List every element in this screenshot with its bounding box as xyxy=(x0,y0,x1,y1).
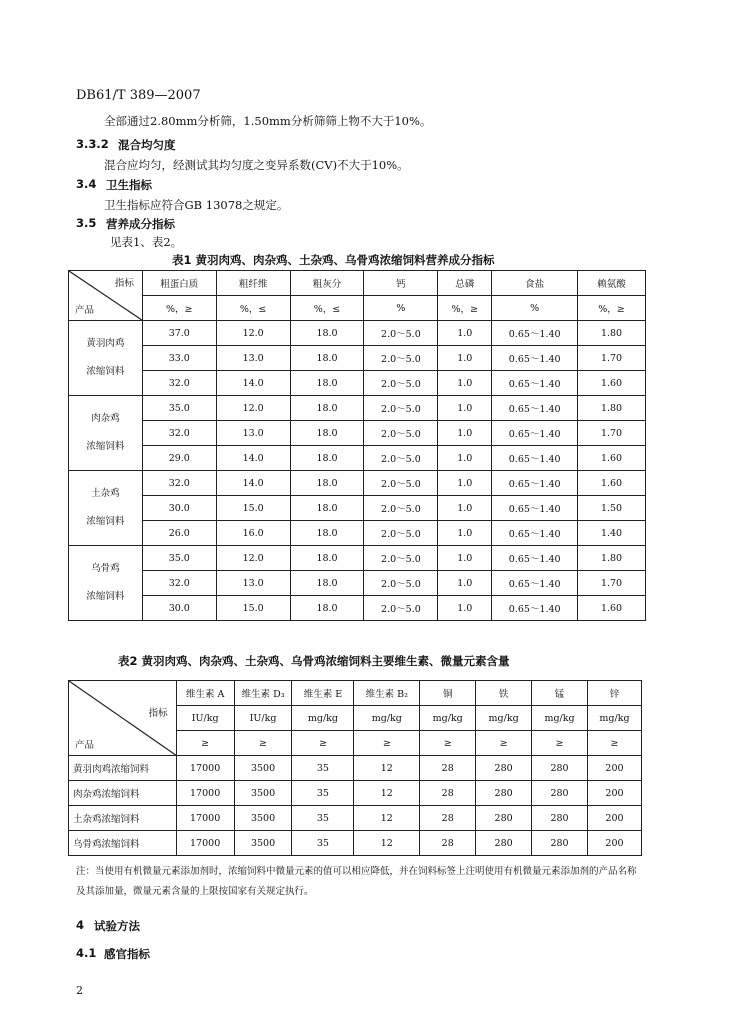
column-unit: %，≥ xyxy=(142,296,216,321)
column-header: 锰 xyxy=(532,681,588,706)
page-number: 2 xyxy=(76,984,83,997)
table-cell: 1.60 xyxy=(578,596,646,621)
product-name-line1: 乌骨鸡 xyxy=(91,563,120,574)
column-unit: %，≥ xyxy=(438,296,492,321)
table-cell: 1.40 xyxy=(578,521,646,546)
table-row xyxy=(69,346,646,371)
table-cell: 12.0 xyxy=(216,546,290,571)
table-cell: 18.0 xyxy=(290,346,364,371)
table-cell: 0.65～1.40 xyxy=(492,496,578,521)
table-cell: 1.0 xyxy=(438,471,492,496)
table-cell: 14.0 xyxy=(216,371,290,396)
vitamin-table xyxy=(68,680,642,856)
section-3-3-2-number: 3.3.2 xyxy=(76,137,109,151)
table-cell: 0.65～1.40 xyxy=(492,471,578,496)
table-cell: 3500 xyxy=(234,781,292,806)
section-4-title: 试验方法 xyxy=(94,919,140,933)
table-cell: 1.60 xyxy=(578,471,646,496)
table-row xyxy=(69,446,646,471)
table-cell: 3500 xyxy=(234,831,292,856)
table-cell: 280 xyxy=(532,806,588,831)
table-cell: 1.0 xyxy=(438,396,492,421)
table-cell: 12 xyxy=(354,806,420,831)
table-cell: 1.60 xyxy=(578,446,646,471)
table-cell: 1.80 xyxy=(578,396,646,421)
column-unit: IU/kg xyxy=(234,706,292,731)
table-cell: 280 xyxy=(476,756,532,781)
table-cell: 32.0 xyxy=(142,371,216,396)
table-cell: 0.65～1.40 xyxy=(492,371,578,396)
ge-sign: ≥ xyxy=(234,731,292,756)
table-cell: 3500 xyxy=(234,756,292,781)
column-header: 总磷 xyxy=(438,271,492,296)
product-name-cell: 黄羽肉鸡浓缩饲料 xyxy=(69,756,177,781)
table-cell: 35 xyxy=(292,781,354,806)
product-group-cell xyxy=(69,471,143,546)
table-row xyxy=(69,596,646,621)
table-cell: 2.0～5.0 xyxy=(364,496,438,521)
column-unit: %，≥ xyxy=(578,296,646,321)
column-unit: mg/kg xyxy=(292,706,354,731)
table-cell: 0.65～1.40 xyxy=(492,421,578,446)
table-cell: 35.0 xyxy=(142,546,216,571)
table-cell: 12 xyxy=(354,781,420,806)
table-cell: 0.65～1.40 xyxy=(492,321,578,346)
section-3-3-2-title: 混合均匀度 xyxy=(118,138,176,152)
table-cell: 280 xyxy=(476,831,532,856)
table-cell: 18.0 xyxy=(290,596,364,621)
table-cell: 32.0 xyxy=(142,571,216,596)
table-cell: 1.50 xyxy=(578,496,646,521)
table-cell: 28 xyxy=(420,831,476,856)
table1-corner-top: 指标 xyxy=(114,278,134,289)
section-4-number: 4 xyxy=(76,918,85,932)
table-cell: 1.0 xyxy=(438,571,492,596)
table-cell: 0.65～1.40 xyxy=(492,396,578,421)
table-row xyxy=(69,371,646,396)
table-row xyxy=(69,571,646,596)
table-cell: 29.0 xyxy=(142,446,216,471)
table-cell: 1.0 xyxy=(438,521,492,546)
ge-sign: ≥ xyxy=(354,731,420,756)
product-group-cell xyxy=(69,546,143,621)
column-header: 粗蛋白质 xyxy=(142,271,216,296)
table-cell: 12.0 xyxy=(216,396,290,421)
paragraph-hygiene: 卫生指标应符合GB 13078之规定。 xyxy=(104,198,289,212)
table-cell: 1.70 xyxy=(578,421,646,446)
table-cell: 0.65～1.40 xyxy=(492,596,578,621)
column-header: 赖氨酸 xyxy=(578,271,646,296)
table-row xyxy=(69,806,642,831)
table2-corner xyxy=(69,681,177,756)
table-row xyxy=(69,781,642,806)
table-cell: 1.0 xyxy=(438,321,492,346)
table-cell: 2.0～5.0 xyxy=(364,346,438,371)
table-cell: 18.0 xyxy=(290,396,364,421)
table-cell: 1.80 xyxy=(578,546,646,571)
table-cell: 0.65～1.40 xyxy=(492,571,578,596)
product-group-cell xyxy=(69,396,143,471)
column-header: 钙 xyxy=(364,271,438,296)
table-cell: 14.0 xyxy=(216,446,290,471)
section-3-5-number: 3.5 xyxy=(76,216,97,230)
table-cell: 1.0 xyxy=(438,371,492,396)
table-cell: 35 xyxy=(292,756,354,781)
column-header: 维生素 D₃ xyxy=(234,681,292,706)
table-cell: 37.0 xyxy=(142,321,216,346)
column-header: 维生素 A xyxy=(176,681,234,706)
table1-corner-bottom: 产品 xyxy=(75,305,95,316)
table-cell: 14.0 xyxy=(216,471,290,496)
table-cell: 2.0～5.0 xyxy=(364,596,438,621)
table-cell: 32.0 xyxy=(142,471,216,496)
table-cell: 200 xyxy=(587,781,641,806)
nutrition-table xyxy=(68,270,646,621)
table-row xyxy=(69,521,646,546)
ge-sign: ≥ xyxy=(176,731,234,756)
table-cell: 2.0～5.0 xyxy=(364,471,438,496)
product-name-line1: 肉杂鸡 xyxy=(91,413,120,424)
column-unit: %，≤ xyxy=(216,296,290,321)
column-header: 维生素 E xyxy=(292,681,354,706)
paragraph-mixing: 混合应均匀，经测试其均匀度之变异系数(CV)不大于10%。 xyxy=(104,158,409,172)
table-cell: 13.0 xyxy=(216,421,290,446)
table-cell: 200 xyxy=(587,806,641,831)
table2-caption: 表2 黄羽肉鸡、肉杂鸡、土杂鸡、乌骨鸡浓缩饲料主要维生素、微量元素含量 xyxy=(118,654,510,668)
column-header: 铜 xyxy=(420,681,476,706)
table-cell: 12 xyxy=(354,756,420,781)
table-cell: 2.0～5.0 xyxy=(364,371,438,396)
table-cell: 1.60 xyxy=(578,371,646,396)
table-cell: 1.0 xyxy=(438,421,492,446)
table-cell: 2.0～5.0 xyxy=(364,446,438,471)
table-cell: 18.0 xyxy=(290,421,364,446)
table-cell: 200 xyxy=(587,831,641,856)
table-cell: 17000 xyxy=(176,756,234,781)
table-cell: 18.0 xyxy=(290,571,364,596)
section-3-4-number: 3.4 xyxy=(76,177,97,191)
table-cell: 1.80 xyxy=(578,321,646,346)
table-cell: 0.65～1.40 xyxy=(492,546,578,571)
product-name-cell: 土杂鸡浓缩饲料 xyxy=(69,806,177,831)
table-cell: 0.65～1.40 xyxy=(492,521,578,546)
table-cell: 280 xyxy=(476,781,532,806)
table-cell: 2.0～5.0 xyxy=(364,521,438,546)
table-cell: 2.0～5.0 xyxy=(364,421,438,446)
column-header: 粗灰分 xyxy=(290,271,364,296)
section-4-1-title: 感官指标 xyxy=(104,947,150,961)
table-cell: 280 xyxy=(532,781,588,806)
table-cell: 200 xyxy=(587,756,641,781)
product-name-cell: 乌骨鸡浓缩饲料 xyxy=(69,831,177,856)
table-cell: 18.0 xyxy=(290,546,364,571)
table-cell: 17000 xyxy=(176,781,234,806)
table-cell: 28 xyxy=(420,756,476,781)
table-row xyxy=(69,396,646,421)
product-name-line2: 浓缩饲料 xyxy=(86,366,125,377)
table2-corner-top: 指标 xyxy=(148,708,168,719)
table-cell: 1.0 xyxy=(438,546,492,571)
column-header: 食盐 xyxy=(492,271,578,296)
table-cell: 17000 xyxy=(176,806,234,831)
product-name-line1: 土杂鸡 xyxy=(91,488,120,499)
table-cell: 15.0 xyxy=(216,496,290,521)
table-cell: 26.0 xyxy=(142,521,216,546)
paragraph-see-tables: 见表1、表2。 xyxy=(110,235,183,249)
table-cell: 3500 xyxy=(234,806,292,831)
table-row xyxy=(69,471,646,496)
table-cell: 18.0 xyxy=(290,496,364,521)
table-cell: 13.0 xyxy=(216,571,290,596)
table-row xyxy=(69,496,646,521)
table-cell: 32.0 xyxy=(142,421,216,446)
ge-sign: ≥ xyxy=(420,731,476,756)
product-group-cell xyxy=(69,321,143,396)
table-cell: 35.0 xyxy=(142,396,216,421)
section-3-4-title: 卫生指标 xyxy=(106,178,152,192)
table-cell: 0.65～1.40 xyxy=(492,346,578,371)
table-cell: 33.0 xyxy=(142,346,216,371)
column-header: 维生素 B₂ xyxy=(354,681,420,706)
column-header: 铁 xyxy=(476,681,532,706)
table-row xyxy=(69,831,642,856)
table-cell: 1.0 xyxy=(438,596,492,621)
product-name-line2: 浓缩饲料 xyxy=(86,591,125,602)
table-cell: 2.0～5.0 xyxy=(364,571,438,596)
product-name-cell: 肉杂鸡浓缩饲料 xyxy=(69,781,177,806)
column-unit: mg/kg xyxy=(354,706,420,731)
table-cell: 1.70 xyxy=(578,571,646,596)
table1-corner xyxy=(69,271,143,321)
table-cell: 16.0 xyxy=(216,521,290,546)
column-unit: mg/kg xyxy=(476,706,532,731)
column-header: 锌 xyxy=(587,681,641,706)
table-cell: 17000 xyxy=(176,831,234,856)
product-name-line2: 浓缩饲料 xyxy=(86,516,125,527)
paragraph-sieve: 全部通过2.80mm分析筛，1.50mm分析筛筛上物不大于10%。 xyxy=(104,114,432,128)
table-cell: 1.0 xyxy=(438,346,492,371)
table-cell: 18.0 xyxy=(290,521,364,546)
table-cell: 2.0～5.0 xyxy=(364,546,438,571)
table2-corner-bottom: 产品 xyxy=(75,740,95,751)
table2-note: 注：当使用有机微量元素添加剂时，浓缩饲料中微量元素的值可以相应降低，并在饲料标签上注明使用有机微量元素添加剂的产品名称及其添加量，微量元素含量的上限按国家有关规定执行。 xyxy=(76,866,637,897)
table-cell: 28 xyxy=(420,781,476,806)
table-cell: 280 xyxy=(532,756,588,781)
table-cell: 13.0 xyxy=(216,346,290,371)
table-cell: 2.0～5.0 xyxy=(364,321,438,346)
table-cell: 280 xyxy=(476,806,532,831)
table-cell: 30.0 xyxy=(142,496,216,521)
ge-sign: ≥ xyxy=(587,731,641,756)
column-unit: mg/kg xyxy=(532,706,588,731)
table-cell: 15.0 xyxy=(216,596,290,621)
table-cell: 1.70 xyxy=(578,346,646,371)
table-row xyxy=(69,321,646,346)
table-row xyxy=(69,421,646,446)
table-cell: 35 xyxy=(292,806,354,831)
table-cell: 18.0 xyxy=(290,371,364,396)
table-cell: 18.0 xyxy=(290,321,364,346)
column-header: 粗纤维 xyxy=(216,271,290,296)
table-cell: 280 xyxy=(532,831,588,856)
column-unit: mg/kg xyxy=(587,706,641,731)
ge-sign: ≥ xyxy=(532,731,588,756)
ge-sign: ≥ xyxy=(476,731,532,756)
table-cell: 2.0～5.0 xyxy=(364,396,438,421)
table-cell: 1.0 xyxy=(438,446,492,471)
table-row xyxy=(69,546,646,571)
table-cell: 1.0 xyxy=(438,496,492,521)
column-unit: IU/kg xyxy=(176,706,234,731)
table-cell: 0.65～1.40 xyxy=(492,446,578,471)
column-unit: % xyxy=(492,296,578,321)
table-cell: 18.0 xyxy=(290,446,364,471)
section-3-5-title: 营养成分指标 xyxy=(106,217,175,231)
table1-caption: 表1 黄羽肉鸡、肉杂鸡、土杂鸡、乌骨鸡浓缩饲料营养成分指标 xyxy=(172,253,495,267)
column-unit: %，≤ xyxy=(290,296,364,321)
table-cell: 18.0 xyxy=(290,471,364,496)
table-cell: 12.0 xyxy=(216,321,290,346)
table-row xyxy=(69,756,642,781)
ge-sign: ≥ xyxy=(292,731,354,756)
table-cell: 35 xyxy=(292,831,354,856)
table-cell: 28 xyxy=(420,806,476,831)
column-unit: mg/kg xyxy=(420,706,476,731)
product-name-line2: 浓缩饲料 xyxy=(86,441,125,452)
table-cell: 30.0 xyxy=(142,596,216,621)
section-4-1-number: 4.1 xyxy=(76,946,97,960)
table-cell: 12 xyxy=(354,831,420,856)
column-unit: % xyxy=(364,296,438,321)
document-id: DB61/T 389—2007 xyxy=(76,88,201,103)
product-name-line1: 黄羽肉鸡 xyxy=(86,338,125,349)
